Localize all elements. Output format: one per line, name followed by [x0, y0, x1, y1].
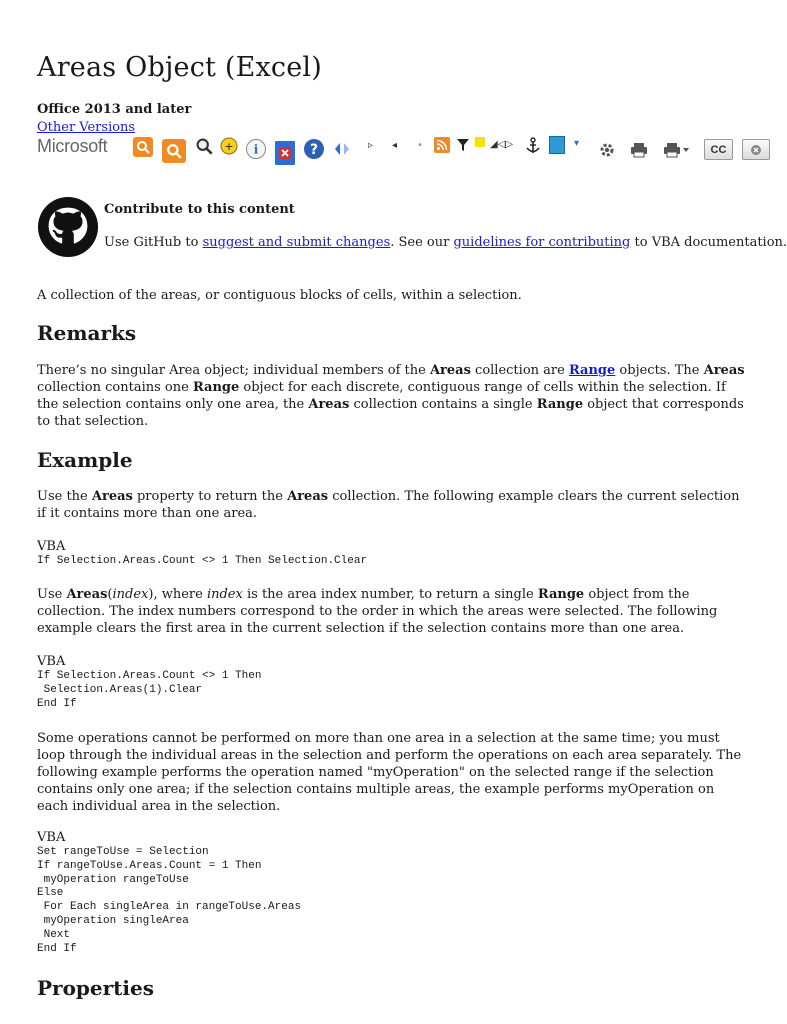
code-block-3[interactable]: Set rangeToUse = Selection If rangeToUse.Areas.Count = 1 Then myOperation rangeToUse Else For Each singleArea in rangeToUse.Areas myOperation singleArea Next End If [37, 846, 302, 955]
text: is the area index number, to return a single [242, 587, 538, 602]
search-icon[interactable] [162, 139, 186, 163]
close-icon[interactable] [275, 141, 295, 165]
info-icon[interactable] [244, 137, 268, 161]
text: object for each discrete, contiguous range of cells within the selection. If the selection contains only one area, the [37, 380, 726, 412]
term: Areas [308, 397, 350, 412]
highlight-icon[interactable] [475, 137, 485, 147]
contribute-text [104, 235, 787, 250]
print-icon[interactable] [629, 140, 649, 160]
text: collection are [470, 363, 569, 378]
code-block-1[interactable]: If Selection.Areas.Count <> 1 Then Selection.Clear [37, 555, 368, 567]
close-button[interactable] [742, 139, 770, 160]
svg-text:?: ? [309, 142, 319, 158]
remarks-paragraph [37, 362, 747, 430]
code-language-label: VBA [37, 539, 66, 554]
text: property to return the [132, 489, 288, 504]
term: Areas [91, 489, 133, 504]
example-heading: Example [37, 448, 133, 472]
text: object that corresponds to that selection. [37, 397, 744, 429]
rss-icon[interactable] [434, 137, 450, 153]
triangle-icon[interactable]: ◂ [392, 140, 398, 151]
code-language-label: VBA [37, 830, 66, 845]
anchor-icon[interactable] [524, 136, 542, 156]
chevron-down-icon[interactable]: ▾ [574, 138, 580, 149]
contribute-prefix: Use GitHub to [104, 235, 203, 250]
text: object from the collection. The index numbers correspond to the order in which the areas were selected. The following example clears the first area in the current selection if the selection contains more than one area. [37, 587, 718, 636]
toolbar [37, 133, 768, 165]
example-paragraph-1 [37, 488, 747, 522]
guidelines-link[interactable]: guidelines for contributing [453, 235, 631, 250]
code-block-2[interactable]: If Selection.Areas.Count <> 1 Then Selection.Areas(1).Clear End If [37, 670, 262, 710]
closed-captions-button[interactable]: CC [704, 139, 733, 160]
example-paragraph-3: Some operations cannot be performed on more than one area in a selection at the same time; you must loop through the individual areas in the selection and perform the operations on each area separately. The following example performs the operation named "myOperation" on the selected range if the selection contains only one area; if the selection contains multiple areas, the example performs myOperation on each individual area in the selection. [37, 731, 742, 814]
help-icon[interactable] [302, 137, 326, 161]
bookmark-icon[interactable] [549, 136, 565, 154]
text: ( [107, 587, 113, 602]
search-icon[interactable] [133, 137, 153, 157]
contribute-middle: . See our [390, 235, 454, 250]
term: Areas [703, 363, 745, 378]
print-options-icon[interactable] [662, 140, 692, 160]
param: index [112, 587, 149, 602]
triangle-icon[interactable]: ▹ [368, 140, 374, 151]
range-link[interactable]: Range [568, 363, 616, 378]
triangle-icon[interactable]: ◢◁▷ [490, 139, 514, 150]
term: Range [192, 380, 240, 395]
svg-text:i: i [253, 142, 259, 157]
example-paragraph-2 [37, 586, 747, 637]
term: Areas [429, 363, 471, 378]
param: index [206, 587, 243, 602]
code-language-label: VBA [37, 654, 66, 669]
text: collection contains a single [349, 397, 537, 412]
text: ), where [148, 587, 207, 602]
other-versions-link[interactable]: Other Versions [37, 120, 136, 135]
text: There’s no singular Area object; individual members of the [37, 363, 430, 378]
text: Use the [37, 489, 92, 504]
close-icon [750, 144, 762, 156]
github-icon [37, 196, 99, 258]
contribute-suffix: to VBA documentation. [630, 235, 787, 250]
comment-icon[interactable] [218, 136, 240, 158]
properties-heading: Properties [37, 976, 154, 1000]
filter-icon[interactable] [456, 138, 470, 152]
term: Range [537, 587, 585, 602]
page-title: Areas Object (Excel) [37, 52, 322, 83]
text: objects. The [615, 363, 704, 378]
text: Use [37, 587, 67, 602]
term: Range [536, 397, 584, 412]
arrows-icon[interactable] [331, 140, 353, 158]
settings-icon[interactable] [597, 140, 617, 160]
svg-text:+: + [224, 140, 234, 153]
suggest-changes-link[interactable]: suggest and submit changes [202, 235, 391, 250]
text: collection contains one [37, 380, 193, 395]
remarks-heading: Remarks [37, 321, 137, 345]
microsoft-logo: Microsoft [37, 136, 108, 156]
text: collection. The following example clears the current selection if it contains more than one area. [37, 489, 740, 521]
applies-to: Office 2013 and later [37, 102, 192, 117]
term: Areas [287, 489, 329, 504]
intro-text: A collection of the areas, or contiguous blocks of cells, within a selection. [37, 288, 522, 303]
dot-icon: • [417, 140, 423, 151]
contribute-title: Contribute to this content [104, 202, 295, 217]
term: Areas [66, 587, 108, 602]
zoom-icon[interactable] [194, 136, 214, 156]
